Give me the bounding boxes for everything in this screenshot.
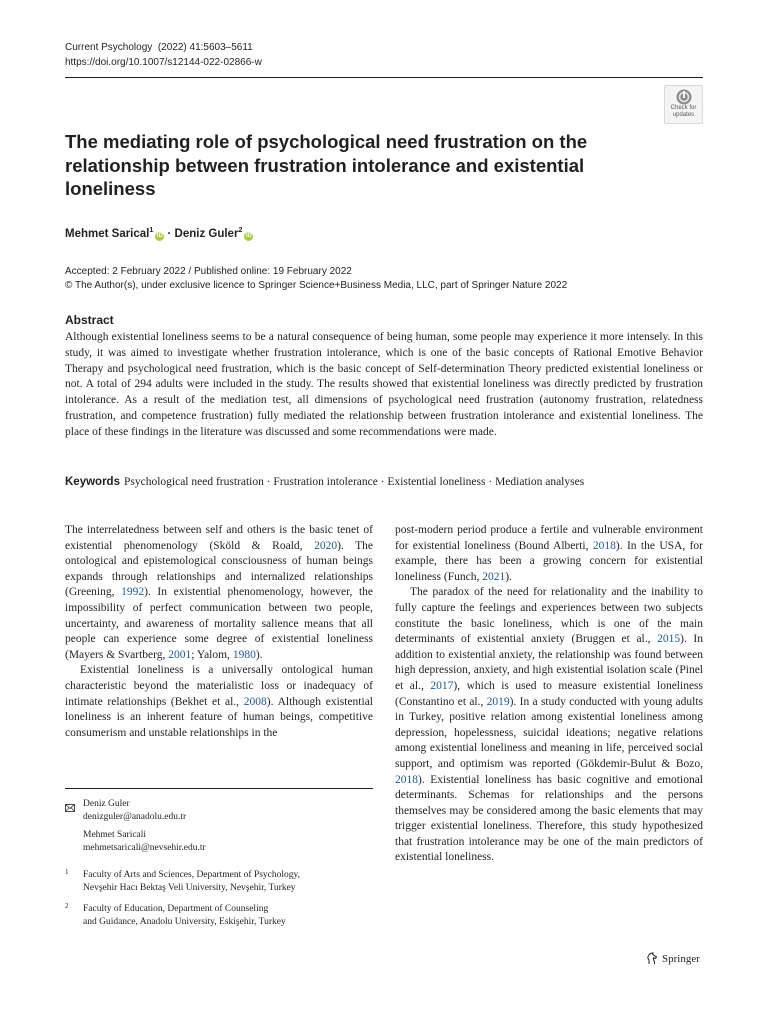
author-name[interactable]: Mehmet Sarical [65, 227, 150, 240]
contact [83, 829, 206, 854]
text-run: ). In a study conducted with young adults in Turkey, positive relation among existential loneliness among depression, hopelessness, suicidal ideations; negative relations among existential loneliness and meaning in life, perceived social support, and optimism was reported (Gökdemir-Bulut & Bozo, [395, 695, 704, 770]
contact-email[interactable]: mehmetsaricali@nevsehir.edu.tr [83, 842, 206, 853]
author-list [65, 227, 253, 241]
keywords-list: Psychological need frustration · Frustration intolerance · Existential loneliness · Mediation analyses [123, 476, 585, 488]
citation-link[interactable]: 2015 [657, 633, 681, 646]
citation-link[interactable]: 2019 [486, 695, 510, 708]
text-run: ). Existential loneliness has basic cognitive and emotional determinants. Schemas for relationships and the persons themselves may be considered among the basic elements that may trigger existential loneliness. Therefore, this study hypothesized that frustration intolerance may be one of the main predictors of existential loneliness. [395, 773, 703, 864]
paragraph [395, 585, 703, 866]
journal-header [65, 40, 262, 70]
contact-name: Deniz Guler [83, 799, 130, 809]
citation-link[interactable]: 2001 [168, 648, 192, 661]
orcid-icon[interactable]: iD [245, 232, 252, 239]
contact-email[interactable]: denizguler@anadolu.edu.tr [83, 811, 187, 822]
citation-link[interactable]: 2008 [243, 695, 267, 708]
abstract-heading: Abstract [65, 313, 114, 327]
text-run: The interrelatedness between self and others is the basic tenet of existential phenomenology (Sköld & Roald, [65, 524, 373, 552]
text-run: ). The ontological and epistemological consciousness of human beings expands through relationships and internalized relationships (Greening, [65, 539, 373, 599]
citation-link[interactable]: 2021 [482, 570, 506, 583]
dates-line: Accepted: 2 February 2022 / Published online: 19 February 2022 [65, 266, 352, 277]
affiliation-line: and Guidance, Anadolu University, Eskişehir, Turkey [83, 916, 286, 927]
copyright-line: © The Author(s), under exclusive licence to Springer Science+Business Media, LLC, part of Springer Nature 2022 [65, 280, 568, 291]
text-run: ). In addition to existential anxiety, the relationship was found between high depression, anxiety, and high existential isolation scale (Pinel et al., [395, 633, 703, 692]
paragraph [395, 523, 703, 585]
text-run: ). [505, 570, 512, 583]
text-run: ). In the USA, for example, there has been a growing concern for existential loneliness (Funch, [395, 539, 704, 583]
author-name[interactable]: Deniz Guler [174, 227, 239, 240]
article-title: The mediating role of psychological need frustration on the relationship between frustration intolerance and existential loneliness [65, 131, 588, 199]
affiliation-number: 1 [65, 868, 69, 876]
header-rule [65, 77, 703, 78]
journal-name: Current Psychology [65, 42, 153, 53]
text-run: Existential loneliness is a universally ontological human characteristic beyond the materialistic loss or inadequacy of intimate relationships (Bekhet et al., [65, 664, 373, 708]
paragraph [65, 663, 373, 741]
text-run: The paradox of the need for relationality and the inability to fully capture the feelings and experiences between two subjects constitute the basic loneliness, which is one of the main determinants of existential anxiety (Bruggen et al., [395, 586, 703, 646]
affiliation-line: Faculty of Arts and Sciences, Department of Psychology, [83, 870, 301, 880]
text-run: ), which is used to measure existential loneliness (Constantino et al., [395, 679, 703, 708]
footnote-rule [65, 788, 373, 789]
affiliation-line: Faculty of Education, Department of Counseling [83, 904, 269, 914]
envelope-icon [65, 799, 75, 817]
contact-name: Mehmet Saricali [83, 830, 147, 840]
check-for-updates-badge[interactable] [664, 85, 703, 124]
springer-footer [646, 952, 700, 965]
journal-citation: (2022) 41:5603–5611 [157, 42, 253, 53]
affiliation [83, 903, 286, 928]
affiliation-number: 2 [65, 902, 69, 910]
badge-line-1: Check for [670, 105, 697, 111]
springer-horse-icon [646, 952, 658, 965]
author-affiliation-number: 2 [238, 227, 243, 234]
abstract-body: Although existential loneliness seems to be a natural consequence of being human, some people may experience it more intensely. In this study, it was aimed to investigate whether frustration intolerance, which is one of the basic concepts of Rational Emotive Behavior Therapy and psychological need frustration, which is the basic concept of Self-determination Theory predicted existential loneliness or not. A total of 294 adults were included in the study. The results showed that existential loneliness was directly predicted by frustration intolerance. As a result of the mediation test, all dimensions of psychological need frustration (autonomy frustration, relatedness frustration, and competence frustration) fully mediated the relationship between frustration intolerance and existential loneliness. The place of these findings in the literature was discussed and some recommendations were made. [65, 331, 703, 438]
citation-link[interactable]: 2018 [395, 773, 418, 786]
text-run: ). [255, 648, 263, 661]
keywords [65, 476, 703, 488]
citation-link[interactable]: 2018 [592, 539, 616, 552]
corresponding-contact [83, 798, 186, 823]
text-run: ). Although existential loneliness is an inherent feature of human beings, competitive consumerism and unstable relationships in the [65, 695, 373, 739]
badge-line-2: updates [672, 112, 695, 118]
text-run: ; Yalom, [191, 648, 233, 661]
author-separator: · [167, 227, 172, 240]
body-column-left [65, 523, 373, 741]
check-for-updates-icon [676, 89, 692, 105]
affiliation [83, 869, 300, 894]
body-column-right [395, 523, 703, 866]
affiliation-line: Nevşehir Hacı Bektaş Veli University, Nevşehir, Turkey [83, 882, 296, 893]
keywords-heading: Keywords [65, 476, 120, 488]
publication-dates [65, 265, 567, 293]
text-run: post-modern period produce a fertile and vulnerable environment for existential loneliness (Bound Alberti, [395, 524, 703, 552]
orcid-icon[interactable]: iD [156, 232, 163, 239]
text-run: ). In existential phenomenology, however, the impossibility of perfect communication between two people, uncertainty, and awareness of mortality salience means that all people can experience some degree of existential loneliness (Mayers & Svartberg, [65, 586, 373, 661]
author-affiliation-number: 1 [149, 227, 154, 234]
citation-link[interactable]: 1992 [121, 586, 145, 599]
citation-link[interactable]: 2020 [314, 539, 338, 552]
citation-link[interactable]: 1980 [232, 648, 256, 661]
doi-link[interactable]: https://doi.org/10.1007/s12144-022-02866-w [65, 57, 262, 68]
publisher-name: Springer [662, 952, 700, 965]
paragraph [65, 523, 373, 663]
citation-link[interactable]: 2017 [430, 679, 454, 692]
